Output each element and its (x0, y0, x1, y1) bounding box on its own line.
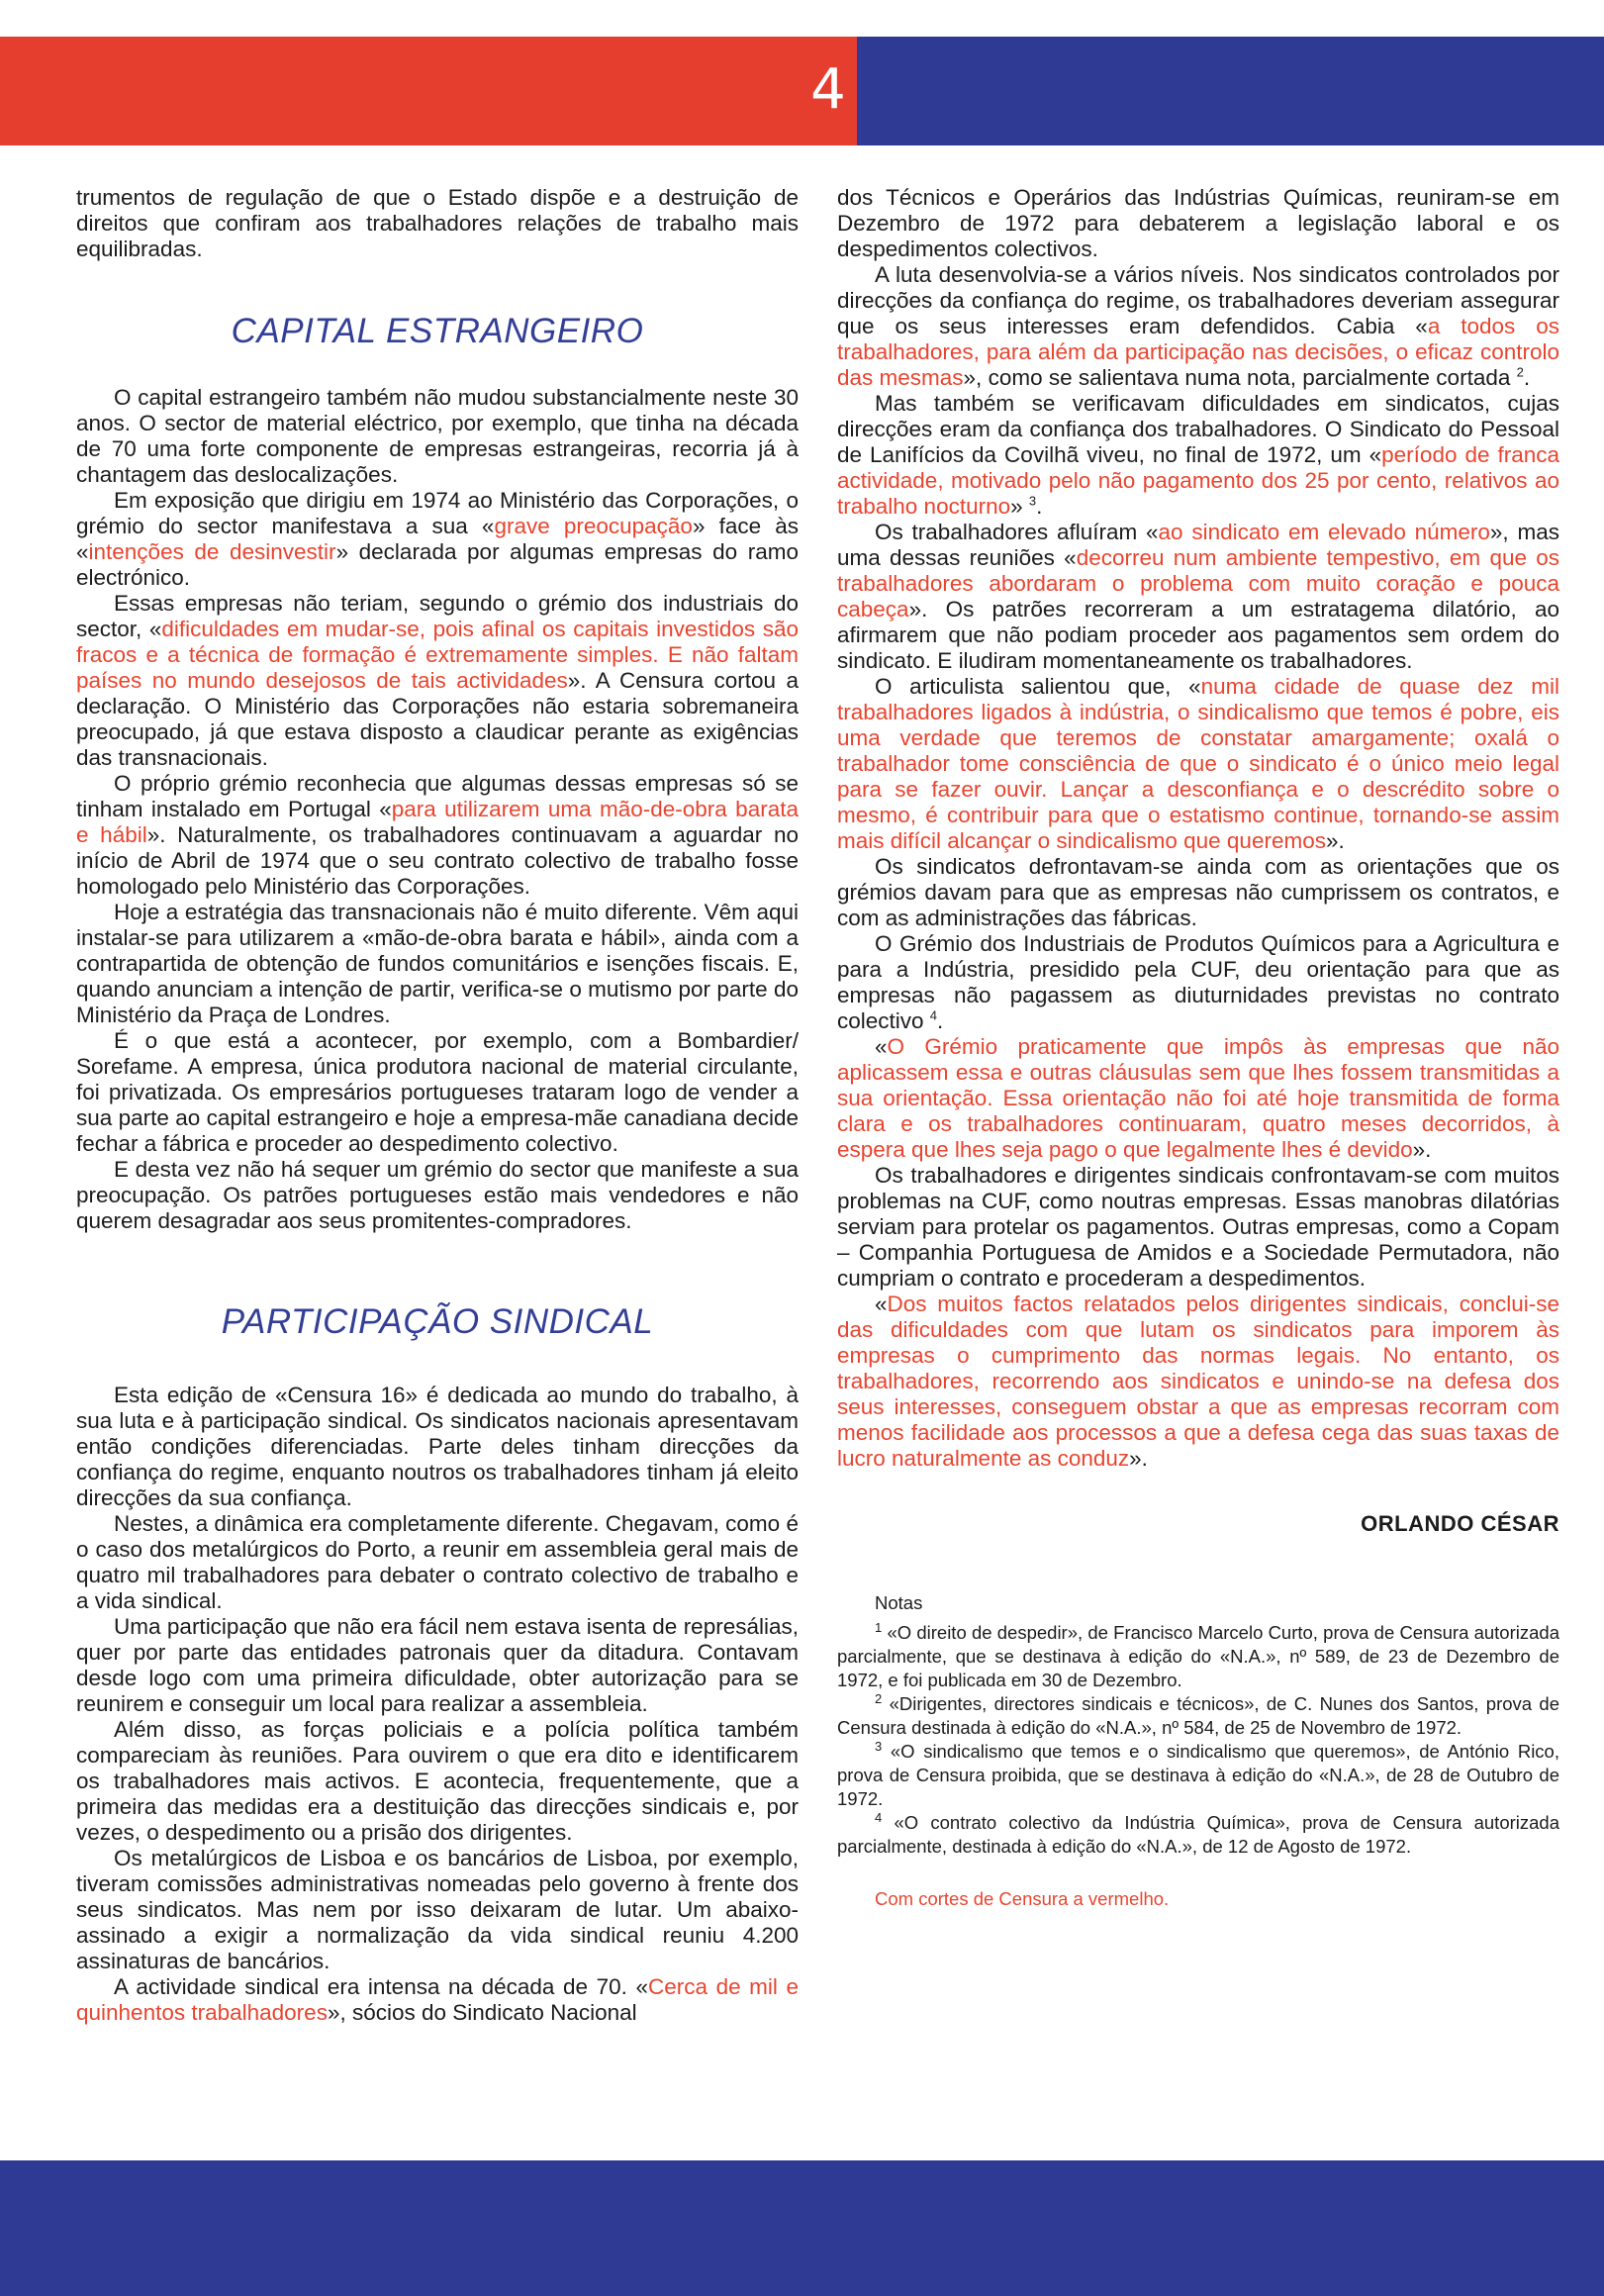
censored-text: período de franca actividade, motivado pelo não pagamento dos 25 por cento, relativos ao trabalho nocturno (837, 442, 1559, 519)
text: ». A Censura cortou a declaração. O Ministério das Corporações não estaria sobremaneira preocupado, já que estava disposto a claudicar perante as exigências das transnacionais. (76, 668, 800, 770)
censored-text: O Grémio praticamente que impôs às empresas que não aplicassem essa e outras cláusulas sem que lhes fossem transmitidas a sua orientação. Essa orientação não foi até hoje transmitida de forma clara e os trabalhadores continuaram, quatro meses decorridos, à espera que lhes seja pago o que legalmente lhes é devido (837, 1034, 1559, 1162)
footnote-number: 1 (875, 1619, 883, 1635)
footnote-ref: 4 (929, 1007, 938, 1023)
paragraph: Além disso, as forças policiais e a polícia política também compareciam às reuniões. Para ouvirem o que era dito e identificarem os trabalhadores mais activos. E acontecia, frequentemente, que a primeira das medidas era a destituição das direcções sindicais e, por vezes, o despedimento ou a prisão dos dirigentes. (76, 1717, 799, 1845)
paragraph (76, 771, 799, 900)
paragraph (837, 520, 1559, 674)
text: « (875, 1034, 888, 1059)
text: », como se salientava numa nota, parcialmente cortada (963, 365, 1517, 390)
censored-text: ao sindicato em elevado número (1158, 520, 1490, 544)
text: ». (1325, 828, 1345, 853)
paragraph: E desta vez não há sequer um grémio do sector que manifeste a sua preocupação. Os patrões portugueses estão mais vendedores e não querem desagradar aos seus promitentes-compradores. (76, 1157, 799, 1233)
footnote-ref: 2 (1516, 364, 1524, 380)
text: « (875, 1292, 888, 1316)
footnote-text: «O contrato colectivo da Indústria Química», prova de Censura autorizada parcialmente, destinada à edição do «N.A.», de 12 de Agosto de 1972. (837, 1812, 1559, 1857)
text: », mas uma dessas reuniões « (837, 520, 1559, 570)
text: A actividade sindical era intensa na década de 70. « (114, 1974, 648, 1999)
censored-text: dificuldades em mudar-se, pois afinal os capitais investidos são fracos e a técnica de formação é extremamente simples. E não faltam países no mundo desejosos de tais actividades (76, 617, 800, 693)
paragraph: Os sindicatos defrontavam-se ainda com as orientações que os grémios davam para que as empresas não cumprissem os contratos, e com as administrações das fábricas. (837, 854, 1559, 930)
section-heading-capital-estrangeiro: CAPITAL ESTRANGEIRO (231, 312, 644, 350)
footnotes (837, 1591, 1559, 1859)
footnote-text: «O sindicalismo que temos e o sindicalismo que queremos», de António Rico, prova de Censura proibida, que se destinava à edição do «N.A.», de 28 de Outubro de 1972. (837, 1741, 1559, 1809)
text: O articulista salientou que, « (875, 674, 1201, 699)
censored-text: a todos os trabalhadores, para além da participação nas decisões, o eficaz controlo das mesmas (837, 314, 1559, 390)
censored-text: Cerca de mil e quinhentos trabalhadores (76, 1974, 799, 2025)
text: », sócios do Sindicato Nacional (327, 2000, 637, 2025)
text: » face às « (76, 514, 800, 564)
footnote (837, 1621, 1559, 1692)
header-blue-bar (857, 37, 1604, 145)
censored-text: decorreu num ambiente tempestivo, em que os trabalhadores abordaram o problema com muito coração e pouca cabeça (837, 545, 1560, 622)
censorship-legend: Com cortes de Censura a vermelho. (875, 1888, 1170, 1909)
paragraph (837, 391, 1559, 520)
footer-blue-bar (0, 2160, 1604, 2296)
page-number: 4 (810, 57, 846, 122)
paragraph: Esta edição de «Censura 16» é dedicada ao mundo do trabalho, à sua luta e à participação sindical. Os sindicatos nacionais apresentavam então condições diferenciadas. Parte deles tinham direcções da confiança do regime, enquanto noutros os trabalhadores tinham já eleito direcções da sua confiança. (76, 1383, 799, 1510)
footnote-number: 4 (875, 1809, 883, 1825)
right-column (837, 185, 1559, 1912)
notes-title: Notas (875, 1592, 923, 1613)
text: O Grémio dos Industriais de Produtos Químicos para a Agricultura e para a Indústria, presidido pela CUF, deu orientação para que as empresas não pagassem as diuturnidades previstas no contrato colectivo (837, 931, 1559, 1033)
text: ». Os patrões recorreram a um estratagema dilatório, ao afirmarem que não podiam proceder aos pagamentos sem ordem do sindicato. E iludiram momentaneamente os trabalhadores. (837, 597, 1559, 673)
footnote-number: 2 (875, 1690, 883, 1706)
text: ». (1412, 1137, 1432, 1162)
footnote (837, 1811, 1559, 1859)
footnote-ref: 3 (1028, 493, 1037, 509)
header-red-bar (0, 37, 857, 145)
text: ». Naturalmente, os trabalhadores continuavam a aguardar no início de Abril de 1974 que o seu contrato colectivo de trabalho fosse homologado pelo Ministério das Corporações. (76, 822, 799, 899)
paragraph (837, 931, 1559, 1034)
paragraph: Hoje a estratégia das transnacionais não é muito diferente. Vêm aqui instalar-se para utilizarem a «mão-de-obra barata e hábil», ainda com a contrapartida de obtenção de fundos comunitários e isenções fiscais. E, quando anunciam a intenção de partir, verifica-se o mutismo por parte do Ministério da Praça de Londres. (76, 900, 799, 1027)
paragraph (837, 1292, 1559, 1472)
text: Os trabalhadores afluíram « (875, 520, 1159, 544)
left-column (76, 185, 799, 2026)
paragraph: Nestes, a dinâmica era completamente diferente. Chegavam, como é o caso dos metalúrgicos do Porto, a reunir em assembleia geral mais de quatro mil trabalhadores para debater o contrato colectivo de trabalho e a vida sindical. (76, 1511, 799, 1613)
text: A luta desenvolvia-se a vários níveis. Nos sindicatos controlados por direcções da confiança do regime, os trabalhadores deveriam assegurar que os seus interesses eram defendidos. Cabia « (837, 262, 1559, 338)
paragraph: É o que está a acontecer, por exemplo, com a Bombardier/ Sorefame. A empresa, única produtora nacional de material circulante, foi privatizada. Os empresários portugueses trataram logo de vender a sua parte ao capital estrangeiro e hoje a empresa-mãe canadiana decide fechar a fábrica e proceder ao despedimento colectivo. (76, 1028, 799, 1156)
text: Essas empresas não teriam, segundo o grémio dos industriais do sector, « (76, 591, 799, 641)
text: ». (1129, 1446, 1148, 1471)
censored-text: para utilizarem uma mão-de-obra barata e hábil (76, 797, 799, 847)
footnote-number: 3 (875, 1738, 883, 1754)
paragraph (76, 591, 799, 771)
paragraph: Os trabalhadores e dirigentes sindicais confrontavam-se com muitos problemas na CUF, como noutras empresas. Essas manobras dilatórias serviam para protelar os pagamentos. Outras empresas, como a Copam – Companhia Portuguesa de Amidos e a Sociedade Permutadora, não cumpriam o contrato e procederam a despedimentos. (837, 1163, 1559, 1291)
text: . (937, 1008, 944, 1033)
censored-text: intenções de desinvestir (88, 539, 336, 564)
censored-text: numa cidade de quase dez mil trabalhadores ligados à indústria, o sindicalismo que temos é pobre, eis uma verdade que teremos de constatar amargamente; oxalá o trabalhador tome consciência de que o sindicato é o único meio legal para se fazer ouvir. Lançar a desconfiança e o descrédito sobre o mesmo, é contribuir para que o estatismo continue, tornando-se assim mais difícil alcançar o sindicalismo que queremos (837, 674, 1559, 853)
text: Mas também se verificavam dificuldades em sindicatos, cujas direcções eram da confiança dos trabalhadores. O Sindicato do Pessoal de Lanifícios da Covilhã viveu, no final de 1972, um « (837, 391, 1559, 467)
text: Em exposição que dirigiu em 1974 ao Ministério das Corporações, o grémio do sector manifestava a sua « (76, 488, 799, 538)
footnote (837, 1740, 1559, 1811)
section-heading-participacao-sindical: PARTICIPAÇÃO SINDICAL (221, 1302, 654, 1341)
text: . (1036, 494, 1043, 519)
censored-text: Dos muitos factos relatados pelos dirigentes sindicais, conclui-se das dificuldades com que lutam os sindicatos para imporem às empresas o cumprimento das normas legais. No entanto, os trabalhadores, recorrendo aos sindicatos e unindo-se na defesa dos seus interesses, conseguem obstar a que as empresas recorram com menos facilidade aos processos a que a defesa cega das suas taxas de lucro naturalmente as conduz (837, 1292, 1559, 1471)
footnote (837, 1692, 1559, 1740)
paragraph (837, 1034, 1559, 1163)
paragraph: trumentos de regulação de que o Estado dispõe e a destruição de direitos que confiram aos trabalhadores relações de trabalho mais equilibradas. (76, 185, 799, 261)
paragraph: O capital estrangeiro também não mudou substancialmente neste 30 anos. O sector de material eléctrico, por exemplo, que tinha na década de 70 uma forte componente de empresas estrangeiras, recorria já à chantagem das deslocalizações. (76, 385, 799, 487)
paragraph: dos Técnicos e Operários das Indústrias Químicas, reuniram-se em Dezembro de 1972 para debaterem a legislação laboral e os despedimentos colectivos. (837, 185, 1559, 261)
censored-text: grave preocupação (494, 514, 693, 538)
text: » (1010, 494, 1029, 519)
text: . (1523, 365, 1531, 390)
paragraph (837, 262, 1559, 391)
paragraph (76, 1974, 799, 2026)
paragraph: Os metalúrgicos de Lisboa e os bancários de Lisboa, por exemplo, tiveram comissões administrativas nomeadas pelo governo à frente dos seus sindicatos. Mas nem por isso deixaram de lutar. Um abaixo-assinado a exigir a normalização da vida sindical reuniu 4.200 assinaturas de bancários. (76, 1846, 799, 1973)
text: O próprio grémio reconhecia que algumas dessas empresas só se tinham instalado em Portugal « (76, 771, 799, 821)
paragraph: Uma participação que não era fácil nem estava isenta de represálias, quer por parte das entidades patronais quer da ditadura. Contavam desde logo com uma primeira dificuldade, obter autorização para se reunirem e conseguir um local para realizar a assembleia. (76, 1614, 799, 1716)
text: » declarada por algumas empresas do ramo electrónico. (76, 539, 799, 590)
footnote-text: «O direito de despedir», de Francisco Marcelo Curto, prova de Censura autorizada parcialmente, que se destinava à edição do «N.A.», nº 589, de 23 de Dezembro de 1972, e foi publicada em 30 de Dezembro. (837, 1622, 1559, 1690)
paragraph (837, 674, 1559, 854)
footnote-text: «Dirigentes, directores sindicais e técnicos», de C. Nunes dos Santos, prova de Censura destinada à edição do «N.A.», nº 584, de 25 de Novembro de 1972. (837, 1693, 1559, 1738)
paragraph (76, 488, 799, 591)
author-name: ORLANDO CÉSAR (1361, 1511, 1559, 1536)
